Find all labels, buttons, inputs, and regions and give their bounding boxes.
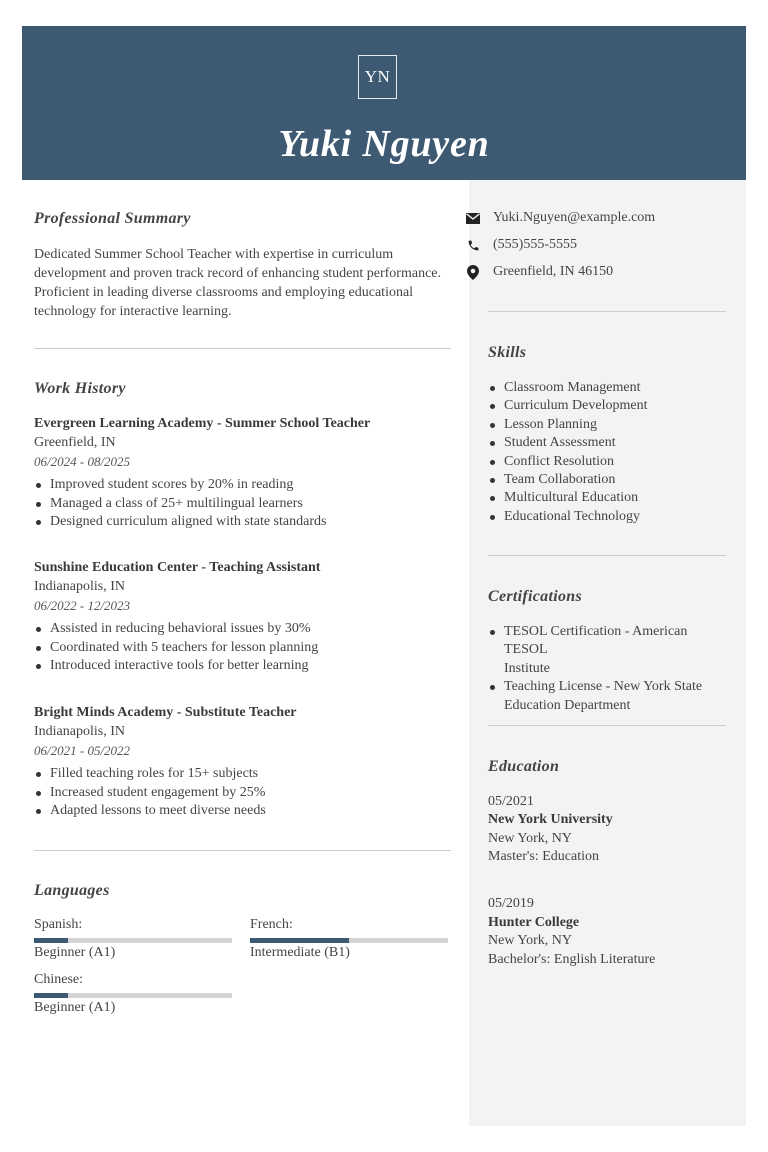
- contact-phone-text: (555)555-5555: [493, 237, 577, 252]
- skill-item: Multicultural Education: [488, 489, 728, 507]
- sidebar-divider: [488, 311, 726, 312]
- skill-item: Lesson Planning: [488, 416, 728, 434]
- job-bullet: Adapted lessons to meet diverse needs: [34, 802, 444, 821]
- education-degree: Master's: Education: [488, 849, 599, 864]
- language-level: Intermediate (B1): [250, 945, 350, 960]
- skill-item: Student Assessment: [488, 434, 728, 452]
- certification-line: Education Department: [504, 697, 631, 713]
- job-bullet: Filled teaching roles for 15+ subjects: [34, 765, 444, 784]
- language-level: Beginner (A1): [34, 1000, 116, 1015]
- certification-item: [488, 678, 728, 715]
- resume-header: [22, 26, 746, 180]
- map-pin-icon: [466, 265, 480, 279]
- job-location: Indianapolis, IN: [34, 724, 125, 739]
- skills-list: [488, 379, 728, 526]
- summary-line: Dedicated Summer School Teacher with expertise in curriculum: [34, 247, 394, 262]
- envelope-icon: [466, 211, 480, 225]
- section-divider: [34, 850, 451, 851]
- contact-location: [466, 264, 613, 280]
- job-bullets: [34, 476, 444, 532]
- skill-item: Conflict Resolution: [488, 453, 728, 471]
- language-name: French:: [250, 917, 293, 932]
- education-location: New York, NY: [488, 933, 573, 948]
- job-location: Greenfield, IN: [34, 435, 116, 450]
- education-school: New York University: [488, 812, 613, 827]
- certification-line: TESOL Certification - American TESOL: [504, 624, 688, 658]
- summary-heading: Professional Summary: [34, 210, 191, 227]
- summary-line: development and proven track record of enhancing student performance.: [34, 266, 441, 281]
- phone-icon: [466, 238, 480, 252]
- contact-phone: [466, 237, 577, 253]
- education-location: New York, NY: [488, 831, 573, 846]
- skill-item: Classroom Management: [488, 379, 728, 397]
- language-bar-fill: [250, 938, 349, 943]
- job-title: Sunshine Education Center - Teaching Assistant: [34, 560, 321, 575]
- certification-line: Institute: [504, 660, 550, 676]
- language-bar: [34, 993, 232, 998]
- certification-line: Teaching License - New York State: [504, 679, 703, 695]
- work-history-heading: Work History: [34, 380, 126, 397]
- job-title: Evergreen Learning Academy - Summer School Teacher: [34, 416, 371, 431]
- education-date: 05/2021: [488, 794, 534, 809]
- languages-heading: Languages: [34, 882, 110, 899]
- job-bullet: Improved student scores by 20% in reading: [34, 476, 444, 495]
- sidebar-divider: [488, 555, 726, 556]
- monogram-badge: YN: [358, 55, 397, 99]
- job-bullets: [34, 620, 444, 676]
- summary-text: [34, 245, 454, 321]
- job-location: Indianapolis, IN: [34, 579, 125, 594]
- summary-line: technology for interactive learning.: [34, 304, 232, 319]
- contact-email: [466, 210, 655, 226]
- language-bar-fill: [34, 993, 68, 998]
- language-name: Spanish:: [34, 917, 83, 932]
- skill-item: Curriculum Development: [488, 397, 728, 415]
- language-bar-fill: [34, 938, 68, 943]
- job-bullets: [34, 765, 444, 821]
- education-degree: Bachelor's: English Literature: [488, 952, 656, 967]
- certifications-list: [488, 623, 728, 715]
- job-dates: 06/2024 - 08/2025: [34, 454, 131, 469]
- job-bullet: Coordinated with 5 teachers for lesson planning: [34, 639, 444, 658]
- job-dates: 06/2022 - 12/2023: [34, 598, 131, 613]
- candidate-name: Yuki Nguyen: [278, 123, 490, 165]
- summary-line: Proficient in leading diverse classrooms and employing educational: [34, 285, 414, 300]
- job-bullet: Introduced interactive tools for better learning: [34, 657, 444, 676]
- job-bullet: Designed curriculum aligned with state standards: [34, 513, 444, 532]
- job-title: Bright Minds Academy - Substitute Teacher: [34, 705, 297, 720]
- skill-item: Team Collaboration: [488, 471, 728, 489]
- sidebar-divider: [488, 725, 726, 726]
- job-bullet: Managed a class of 25+ multilingual learners: [34, 495, 444, 514]
- education-school: Hunter College: [488, 915, 580, 930]
- language-bar: [34, 938, 232, 943]
- language-bar: [250, 938, 448, 943]
- job-dates: 06/2021 - 05/2022: [34, 743, 131, 758]
- job-bullet: Increased student engagement by 25%: [34, 784, 444, 803]
- contact-location-text: Greenfield, IN 46150: [493, 264, 614, 279]
- section-divider: [34, 348, 451, 349]
- language-level: Beginner (A1): [34, 945, 116, 960]
- education-date: 05/2019: [488, 896, 534, 911]
- education-heading: Education: [488, 758, 560, 775]
- skill-item: Educational Technology: [488, 508, 728, 526]
- language-name: Chinese:: [34, 972, 83, 987]
- contact-email-text: Yuki.Nguyen@example.com: [493, 210, 656, 225]
- job-bullet: Assisted in reducing behavioral issues by 30%: [34, 620, 444, 639]
- certification-item: [488, 623, 728, 678]
- skills-heading: Skills: [488, 344, 527, 361]
- certifications-heading: Certifications: [488, 588, 582, 605]
